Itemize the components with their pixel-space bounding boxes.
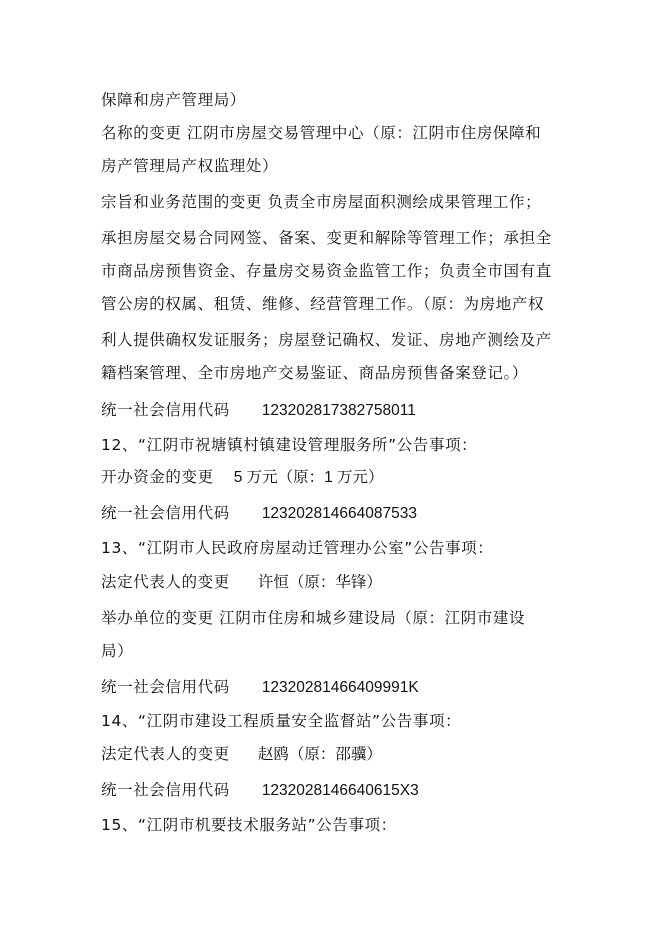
credit-code-line	[101, 676, 571, 699]
credit-code-label: 统一社会信用代码	[101, 678, 230, 696]
change-label: 法定代表人的变更	[101, 573, 230, 591]
change-line	[101, 466, 571, 489]
text-line: 利人提供确权发证服务；房屋登记确权、发证、房地产测绘及产	[101, 331, 552, 349]
change-line	[101, 571, 571, 594]
text-line: 管公房的权属、租赁、维修、经营管理工作。（原：为房地产权	[101, 295, 545, 313]
section-heading: 13、“江阴市人民政府房屋动迁管理办公室”公告事项：	[101, 539, 494, 557]
text-line: 籍档案管理、全市房地产交易鉴证、商品房预售备案登记。）	[101, 364, 528, 382]
credit-code-line	[101, 399, 571, 422]
credit-code-value: 12320281466409991K	[261, 679, 419, 696]
change-line	[101, 743, 571, 766]
section-heading: 15、“江阴市机要技术服务站”公告事项：	[101, 816, 397, 834]
text-line: 局）	[101, 642, 134, 660]
text-line: 名称的变更 江阴市房屋交易管理中心（原：江阴市住房保障和	[101, 124, 542, 142]
text-line: 举办单位的变更 江阴市住房和城乡建设局（原：江阴市建设	[101, 609, 526, 627]
text-line: 承担房屋交易合同网签、备案、变更和解除等管理工作；承担全	[101, 229, 552, 247]
credit-code-line	[101, 502, 571, 525]
section-heading: 14、“江阴市建设工程质量安全监督站”公告事项：	[101, 712, 462, 730]
credit-code-label: 统一社会信用代码	[101, 504, 230, 522]
credit-code-line	[101, 779, 571, 802]
change-label: 开办资金的变更	[101, 468, 214, 486]
credit-code-value: 123202814664087533	[261, 505, 417, 522]
credit-code-label: 统一社会信用代码	[101, 781, 230, 799]
change-value: 赵鸥（原：邵骥）	[257, 746, 382, 763]
change-label: 法定代表人的变更	[101, 745, 230, 763]
text-line: 宗旨和业务范围的变更 负责全市房屋面积测绘成果管理工作；	[101, 193, 542, 211]
change-value: 许恒（原：华锋）	[257, 574, 382, 591]
credit-code-label: 统一社会信用代码	[101, 401, 230, 419]
text-line: 房产管理局产权监理处）	[101, 157, 279, 175]
change-value: 5 万元（原：1 万元）	[233, 469, 384, 486]
section-heading: 12、“江阴市祝塘镇村镇建设管理服务所”公告事项：	[101, 436, 478, 454]
text-line: 市商品房预售资金、存量房交易资金监管工作；负责全市国有直	[101, 262, 552, 280]
credit-code-value: 12320281738275801​1	[261, 402, 416, 419]
credit-code-value: 1232028146640615X3	[261, 782, 419, 799]
text-line: 保障和房产管理局）	[101, 91, 246, 109]
